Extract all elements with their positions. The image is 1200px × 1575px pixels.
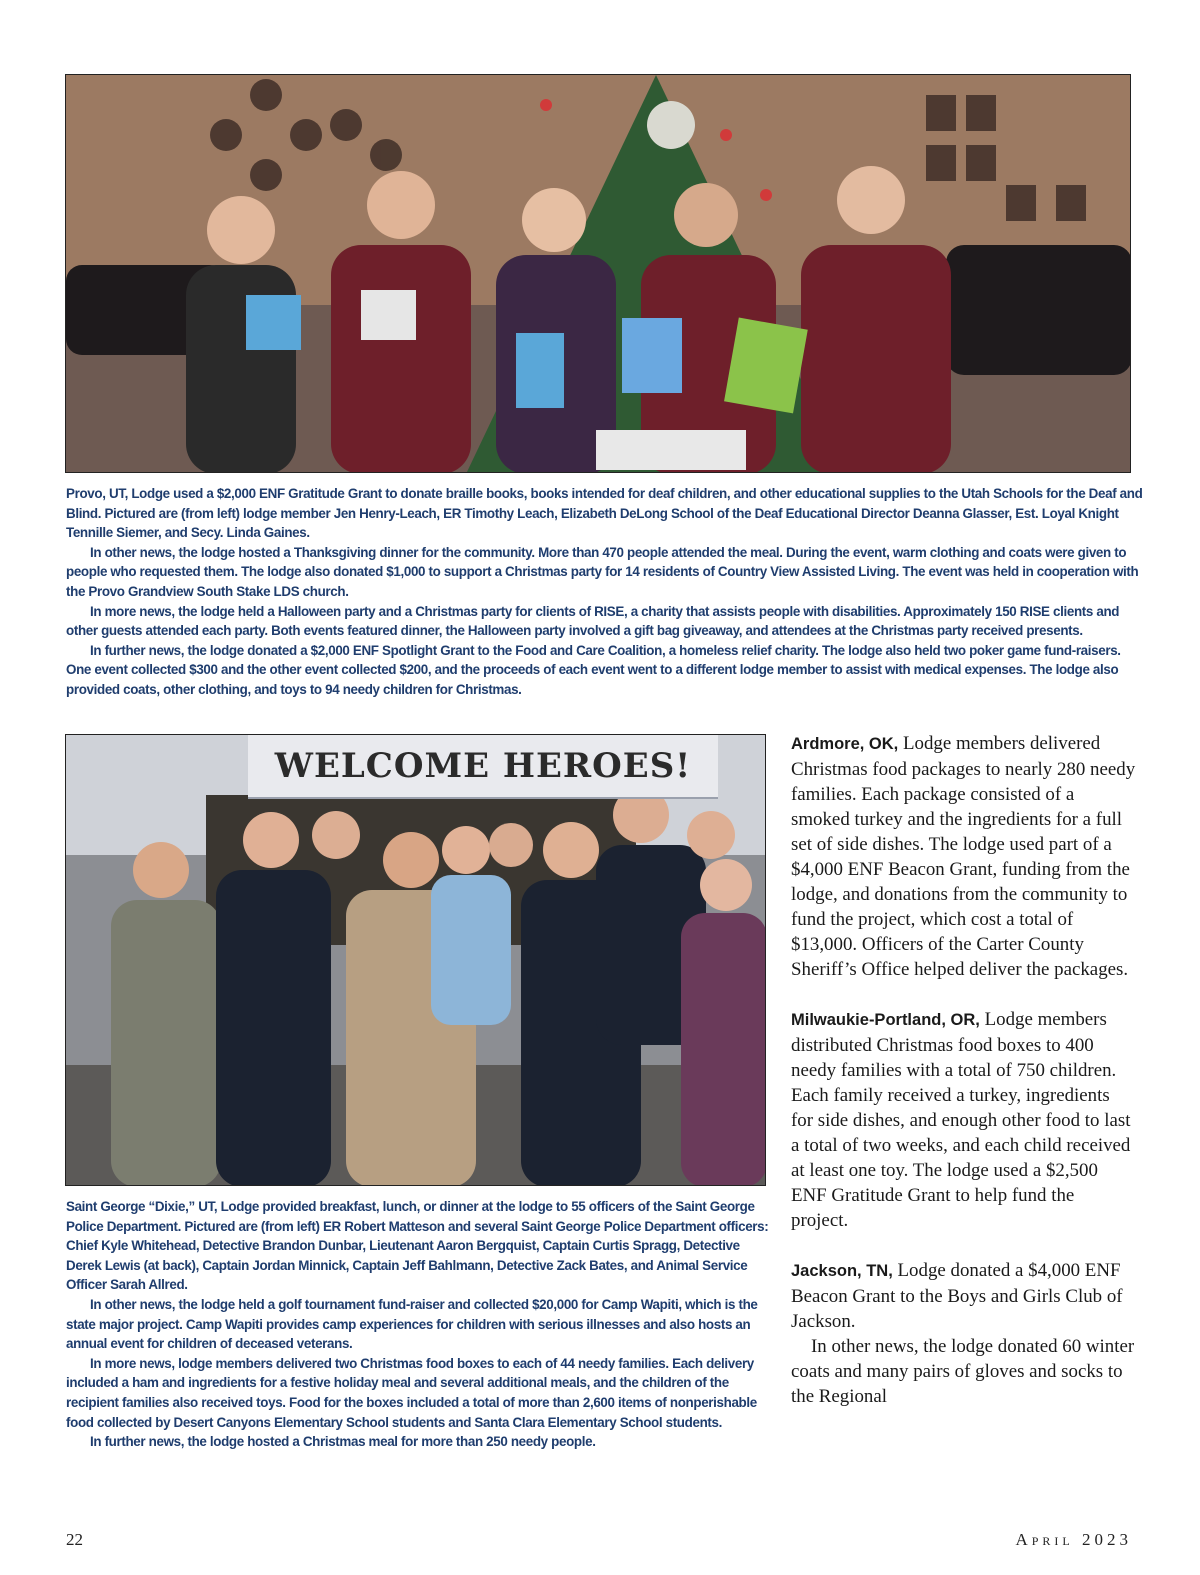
- caption-provo: [66, 484, 1146, 700]
- caption-provo-p1: Lodge used a $2,000 ENF Gratitude Grant to donate braille books, books intended for deaf children, and other educational supplies to the Utah Schools for the Deaf and Blind. Pictured are (from left) lodge member Jen Henry-Leach, ER Timothy Leach, Elizabeth DeLong School of the Deaf Educational Director Deanna Glasser, Est. Loyal Knight Tennille Siemer, and Secy. Linda Gaines.: [66, 486, 1143, 541]
- article-jackson-text: Lodge donated a $4,000 ENF Beacon Grant to the Boys and Girls Club of Jackson.: [791, 1260, 1123, 1332]
- caption-provo-lead: Provo, UT,: [66, 486, 128, 501]
- article-ardmore-text: Lodge members delivered Christmas food packages to nearly 280 needy families. Each package consisted of a smoked turkey and the ingredients for a full set of side dishes. The lodge used part of a $4,000 ENF Beacon Grant, funding from the lodge, and donations from the community to fund the project, which cost a total of $13,000. Officers of the Carter County Sheriff’s Office helped deliver the packages.: [791, 733, 1136, 980]
- issue-date-text: April 2023: [1015, 1530, 1132, 1549]
- page-number: 22: [66, 1530, 83, 1549]
- photo-provo-lodge: [65, 74, 1131, 473]
- article-ardmore: [791, 731, 1136, 982]
- caption-provo-p3: In more news, the lodge held a Halloween party and a Christmas party for clients of RISE, a charity that assists people with disabilities. Approximately 150 RISE clients and other guests attended each party. Both events featured dinner, the Halloween party involved a gift bag giveaway, and attendees at the Christmas party received presents.: [66, 603, 1120, 639]
- caption-saint-george-p3: In more news, lodge members delivered two Christmas food boxes to each of 44 needy families. Each delivery included a ham and ingredients for a festive holiday meal and several additional meals, and the children of the recipient families also received toys. Food for the boxes included a total of more than 2,600 items of nonperishable food collected by Desert Canyons Elementary School students and Santa Clara Elementary School students.: [66, 1355, 757, 1430]
- caption-saint-george-lead: Saint George “Dixie,” UT,: [66, 1199, 218, 1214]
- right-column: [791, 731, 1136, 1409]
- article-ardmore-lead: Ardmore, OK,: [791, 735, 899, 753]
- article-jackson: [791, 1258, 1136, 1334]
- issue-date: [1015, 1530, 1132, 1550]
- caption-saint-george-p2: In other news, the lodge held a golf tournament fund-raiser and collected $20,000 for Camp Wapiti, which is the state major project. Camp Wapiti provides camp experiences for children with serious illnesses and also hosts an annual event for children of deceased veterans.: [66, 1296, 758, 1352]
- photo-saint-george-illustration: [66, 735, 766, 1186]
- caption-saint-george-p4: In further news, the lodge hosted a Christmas meal for more than 250 needy people.: [90, 1434, 596, 1450]
- caption-saint-george: [66, 1197, 771, 1452]
- caption-saint-george-p1: Lodge provided breakfast, lunch, or dinner at the lodge to 55 officers of the Saint George Police Department. Pictured are (from left) ER Robert Matteson and several Saint George Police Department officers: Chief Kyle Whitehead, Detective Brandon Dunbar, Lieutenant Aaron Bergquist, Captain Curtis Spragg, Detective Derek Lewis (at back), Captain Jordan Minnick, Captain Jeff Bahlmann, Detective Zack Bates, and Animal Service Officer Sarah Allred.: [66, 1199, 769, 1293]
- caption-provo-p4: In further news, the lodge donated a $2,000 ENF Spotlight Grant to the Food and Care Coalition, a homeless relief charity. The lodge also held two poker game fund-raisers. One event collected $300 and the other event collected $200, and the proceeds of each event went to a different lodge member to assist with medical expenses. The lodge also provided coats, other clothing, and toys to 94 needy children for Christmas.: [66, 642, 1121, 697]
- article-milwaukie: [791, 1007, 1136, 1233]
- photo-provo-illustration: [66, 75, 1131, 473]
- article-milwaukie-text: Lodge members distributed Christmas food boxes to 400 needy families with a total of 750 children. Each family received a turkey, ingredients for side dishes, and enough other food to last a total of two weeks, and each child received at least one toy. The lodge used a $2,500 ENF Gratitude Grant to help fund the project.: [791, 1009, 1131, 1231]
- article-milwaukie-lead: Milwaukie-Portland, OR,: [791, 1011, 980, 1029]
- photo-saint-george-lodge: [65, 734, 766, 1186]
- caption-provo-p2: In other news, the lodge hosted a Thanksgiving dinner for the community. More than 470 people attended the meal. During the event, warm clothing and coats were given to people who requested them. The lodge also donated $1,000 to support a Christmas party for 14 residents of Country View Assisted Living. The event was held in cooperation with the Provo Grandview South Stake LDS church.: [66, 544, 1139, 599]
- article-jackson-lead: Jackson, TN,: [791, 1262, 893, 1280]
- article-jackson-p2: In other news, the lodge donated 60 winter coats and many pairs of gloves and socks to the Regional: [791, 1336, 1135, 1407]
- welcome-heroes-banner: WELCOME HEROES!: [248, 735, 718, 799]
